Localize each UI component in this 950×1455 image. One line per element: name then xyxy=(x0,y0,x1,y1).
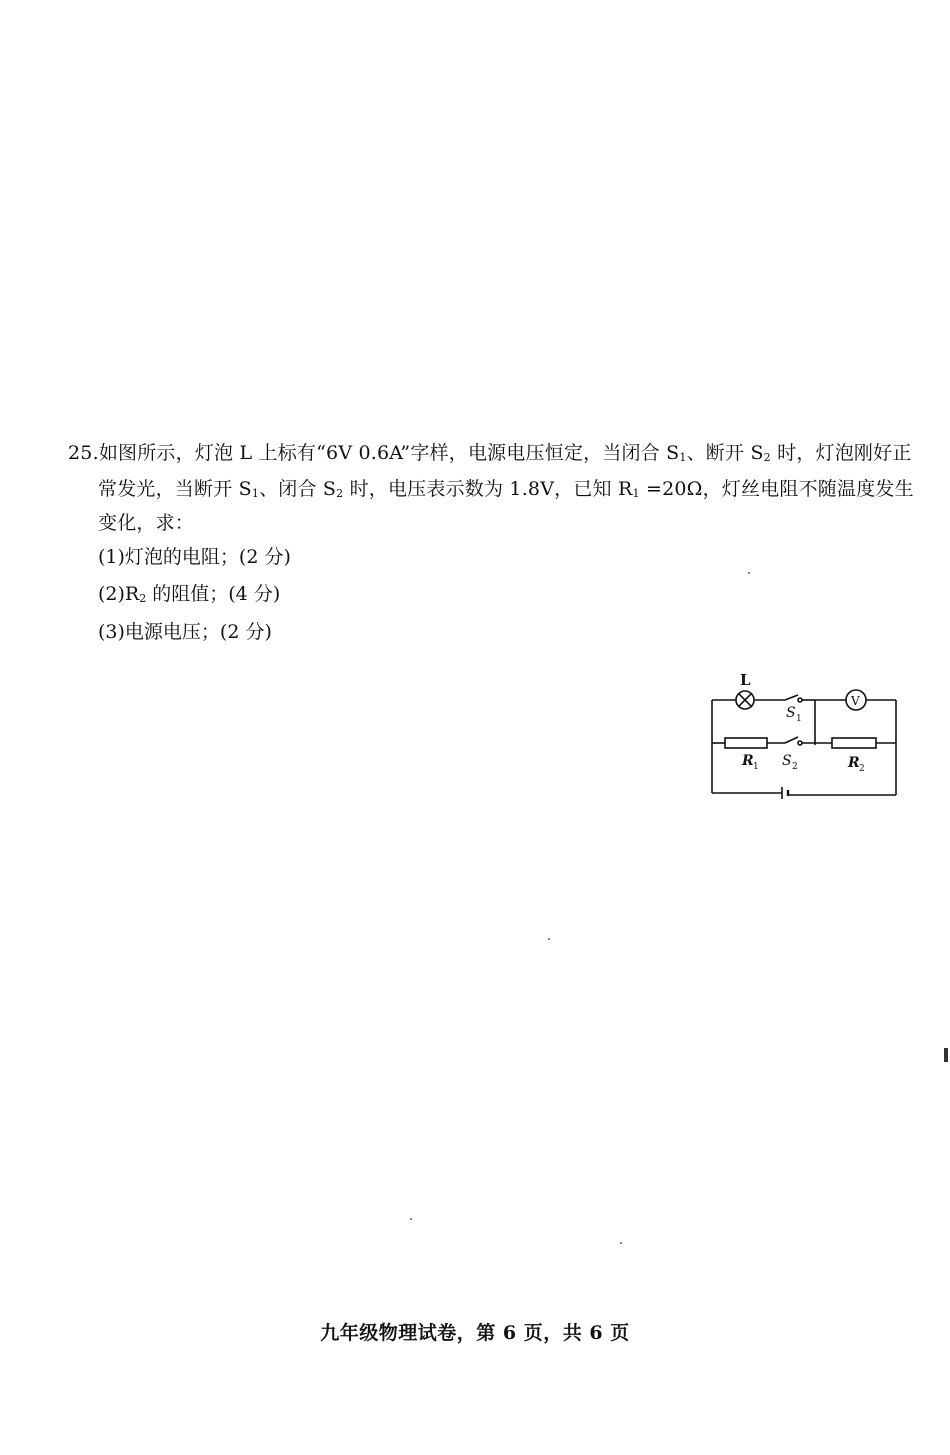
sub-question-text: (2)R xyxy=(98,583,140,605)
scan-speck xyxy=(748,572,750,574)
circuit-diagram xyxy=(700,665,910,805)
question-text: 如图所示，灯泡 L 上标有“6V 0.6A”字样，电源电压恒定，当闭合 S xyxy=(98,442,680,464)
scan-speck xyxy=(620,1242,622,1244)
question-line-1 xyxy=(68,440,912,471)
question-number: 25. xyxy=(68,442,99,464)
lamp-label: L xyxy=(740,671,751,689)
sub-question-text: (1)灯泡的电阻；(2 分) xyxy=(98,546,291,568)
resistor-r2-icon xyxy=(832,738,876,748)
resistor-r2-subscript: 2 xyxy=(859,764,865,774)
resistor-r2-label: R xyxy=(848,755,860,771)
subscript: 2 xyxy=(336,487,344,500)
question-text: 、断开 S xyxy=(686,442,764,464)
sub-question-1 xyxy=(98,544,291,570)
resistor-r1-subscript: 1 xyxy=(753,762,759,772)
subscript: 1 xyxy=(632,487,640,500)
subscript: 1 xyxy=(251,487,260,500)
switch-s2-label: S xyxy=(782,753,792,769)
sub-question-2 xyxy=(98,581,280,612)
sub-question-text: (3)电源电压；(2 分) xyxy=(98,621,272,643)
question-line-3 xyxy=(98,510,194,536)
subscript: 1 xyxy=(679,451,687,464)
sub-question-3 xyxy=(98,619,272,645)
scan-speck xyxy=(548,938,550,940)
question-text: =20Ω，灯丝电阻不随温度发生 xyxy=(639,478,914,500)
switch-s1-icon xyxy=(785,695,798,700)
question-text: 时，灯泡刚好正 xyxy=(770,442,912,464)
question-line-2 xyxy=(98,476,914,507)
page-footer: 九年级物理试卷，第 6 页，共 6 页 xyxy=(320,1322,630,1344)
switch-s1-subscript: 1 xyxy=(796,714,802,724)
sub-question-text: 的阻值；(4 分) xyxy=(146,583,281,605)
scan-speck xyxy=(410,1218,412,1220)
switch-s2-subscript: 2 xyxy=(792,762,798,772)
edge-mark xyxy=(944,1048,948,1062)
resistor-r1-label: R xyxy=(742,753,754,769)
switch-s2-icon xyxy=(785,737,798,743)
question-text: 变化，求： xyxy=(98,512,195,534)
switch-s1-label: S xyxy=(786,705,796,721)
question-text: 、闭合 S xyxy=(259,478,337,500)
question-text: 常发光，当断开 S xyxy=(98,478,252,500)
question-text: 时，电压表示数为 1.8V，已知 R xyxy=(343,478,633,500)
resistor-r1-icon xyxy=(725,738,767,748)
subscript: 2 xyxy=(139,592,147,605)
subscript: 2 xyxy=(763,451,771,464)
voltmeter-label: V xyxy=(851,694,860,708)
